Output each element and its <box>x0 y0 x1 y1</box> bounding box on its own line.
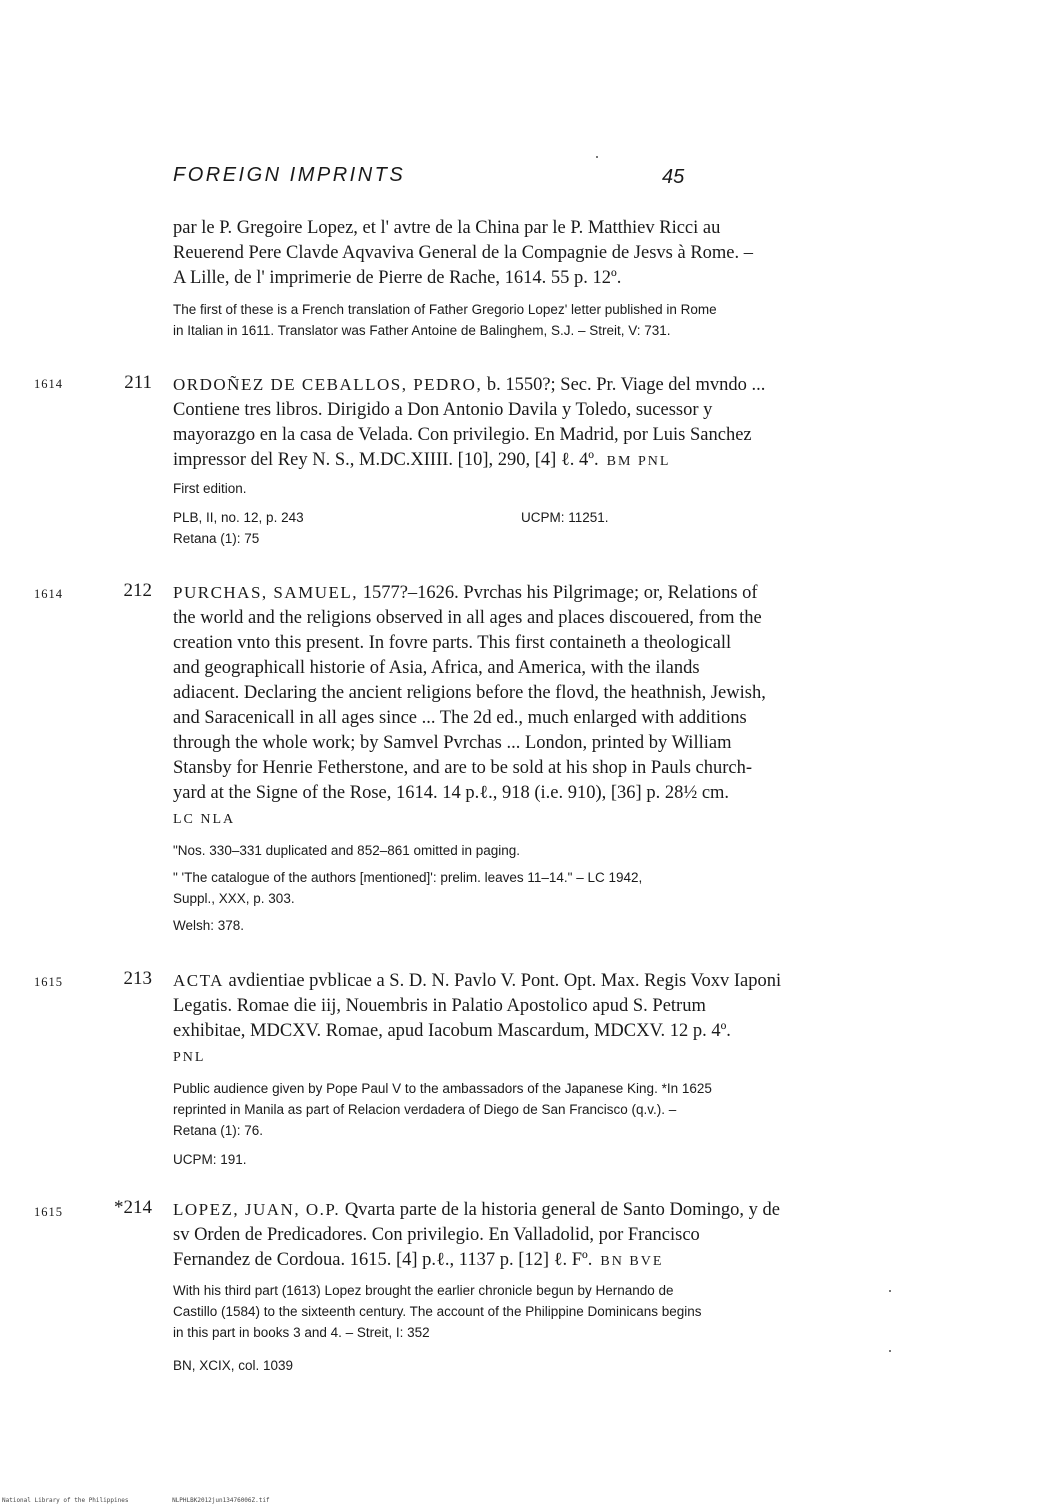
continuation-line: Reuerend Pere Clavde Aqvaviva General de la Compagnie de Jesvs à Rome. – <box>173 243 754 263</box>
entry-year: 1615 <box>34 975 63 989</box>
entry-line: mayorazgo en la casa de Velada. Con privilegio. En Madrid, por Luis Sanchez <box>173 425 752 445</box>
entry-number: 211 <box>124 372 152 393</box>
entry-line: Stansby for Henrie Fetherstone, and are to be sold at his shop in Pauls church- <box>173 758 753 778</box>
entry-line: 1577?–1626. Pvrchas his Pilgrimage; or, Relations of <box>358 583 758 603</box>
continuation-note: The first of these is a French translation of Father Gregorio Lopez' letter published in Rome <box>173 302 717 317</box>
scan-speck <box>889 1350 891 1352</box>
entry-note: Suppl., XXX, p. 303. <box>173 891 295 906</box>
library-codes: BM PNL <box>606 454 671 469</box>
entry-number: 212 <box>123 580 152 601</box>
entry-line: Fernandez de Cordoua. 1615. [4] p.ℓ., 1137 p. [12] ℓ. Fº. <box>173 1250 593 1270</box>
citation-row <box>173 528 843 549</box>
entry-note: With his third part (1613) Lopez brought the earlier chronicle begun by Hernando de <box>173 1283 674 1298</box>
citation-row <box>173 507 843 528</box>
entry-line: the world and the religions observed in all ages and places discouered, from the <box>173 608 762 628</box>
entry-note: "Nos. 330–331 duplicated and 852–861 omitted in paging. <box>173 843 521 858</box>
continuation-note: in Italian in 1611. Translator was Father Antoine de Balinghem, S.J. – Streit, V: 731. <box>173 323 671 338</box>
entry-year: 1614 <box>34 587 63 601</box>
entry-number: 213 <box>123 968 152 989</box>
continuation-line: par le P. Gregoire Lopez, et l' avtre de la China par le P. Matthiev Ricci au <box>173 218 721 238</box>
entry-note: Welsh: 378. <box>173 918 245 933</box>
entry-note: Castillo (1584) to the sixteenth century. The account of the Philippine Dominicans begins <box>173 1304 702 1319</box>
entry-note: " 'The catalogue of the authors [mentioned]': prelim. leaves 11–14." – LC 1942, <box>173 870 643 885</box>
entry-note: reprinted in Manila as part of Relacion verdadera of Diego de San Francisco (q.v.). – <box>173 1102 677 1117</box>
entry-213 <box>173 968 843 1170</box>
scan-speck <box>596 156 598 158</box>
footer-source: National Library of the Philippines <box>2 1497 129 1504</box>
continuation-line: A Lille, de l' imprimerie de Pierre de Rache, 1614. 55 p. 12º. <box>173 268 622 288</box>
entry-line: and Saracenicall in all ages since ... The 2d ed., much enlarged with additions <box>173 708 747 728</box>
entry-note: First edition. <box>173 481 247 496</box>
entry-author: ORDOÑEZ DE CEBALLOS, PEDRO, <box>173 375 483 394</box>
entry-line: creation vnto this present. In fovre parts. This first containeth a theologicall <box>173 633 732 653</box>
entry-note: UCPM: 191. <box>173 1152 247 1167</box>
library-codes: LC NLA <box>173 812 236 827</box>
citation: UCPM: 11251. <box>521 510 609 525</box>
entry-214 <box>173 1197 843 1376</box>
running-header-title: FOREIGN IMPRINTS <box>173 164 406 186</box>
citation: Retana (1): 75 <box>173 531 260 546</box>
entry-year: 1614 <box>34 377 63 391</box>
entry-211 <box>173 372 843 549</box>
entry-line: yard at the Signe of the Rose, 1614. 14 p.ℓ., 918 (i.e. 910), [36] p. 28½ cm. <box>173 783 730 803</box>
continuation-entry <box>173 216 843 341</box>
entry-line: Legatis. Romae die iij, Nouembris in Palatio Apostolico apud S. Petrum <box>173 996 706 1016</box>
library-codes: PNL <box>173 1050 206 1065</box>
citation: PLB, II, no. 12, p. 243 <box>173 510 304 525</box>
entry-line: b. 1550?; Sec. Pr. Viage del mvndo ... <box>482 375 766 395</box>
library-codes: BN BVE <box>600 1254 664 1269</box>
scan-speck <box>889 1290 891 1292</box>
entry-line: impressor del Rey N. S., M.DC.XIIII. [10], 290, [4] ℓ. 4º. <box>173 450 599 470</box>
entry-line: sv Orden de Predicadores. Con privilegio. En Valladolid, por Francisco <box>173 1225 700 1245</box>
entry-line: Contiene tres libros. Dirigido a Don Antonio Davila y Toledo, sucessor y <box>173 400 713 420</box>
entry-line: adiacent. Declaring the ancient religions before the flovd, the heathnish, Jewish, <box>173 683 766 703</box>
entry-212 <box>173 580 843 936</box>
entry-author: PURCHAS, SAMUEL, <box>173 583 359 602</box>
entry-line: avdientiae pvblicae a S. D. N. Pavlo V. Pont. Opt. Max. Regis Voxv Iaponi <box>223 971 782 991</box>
footer-filename: NLPHLBK2012jun13476006Z.tif <box>172 1497 270 1504</box>
entry-number: *214 <box>114 1197 152 1218</box>
entry-line: through the whole work; by Samvel Pvrchas ... London, printed by William <box>173 733 732 753</box>
entry-note: Retana (1): 76. <box>173 1123 264 1138</box>
scan-footer <box>2 1497 270 1504</box>
entry-note: BN, XCIX, col. 1039 <box>173 1358 294 1373</box>
entry-line: and geographicall historie of Asia, Africa, and America, with the ilands <box>173 658 700 678</box>
entry-line: exhibitae, MDCXV. Romae, apud Iacobum Mascardum, MDCXV. 12 p. 4º. <box>173 1021 731 1041</box>
entry-author: ACTA <box>173 971 224 990</box>
entry-line: Qvarta parte de la historia general de Santo Domingo, y de <box>340 1200 780 1220</box>
entry-author: LOPEZ, JUAN, O.P. <box>173 1200 341 1219</box>
entry-note: Public audience given by Pope Paul V to the ambassadors of the Japanese King. *In 1625 <box>173 1081 712 1096</box>
entry-year: 1615 <box>34 1205 63 1219</box>
page-number: 45 <box>662 166 685 188</box>
entry-note: in this part in books 3 and 4. – Streit, I: 352 <box>173 1325 430 1340</box>
